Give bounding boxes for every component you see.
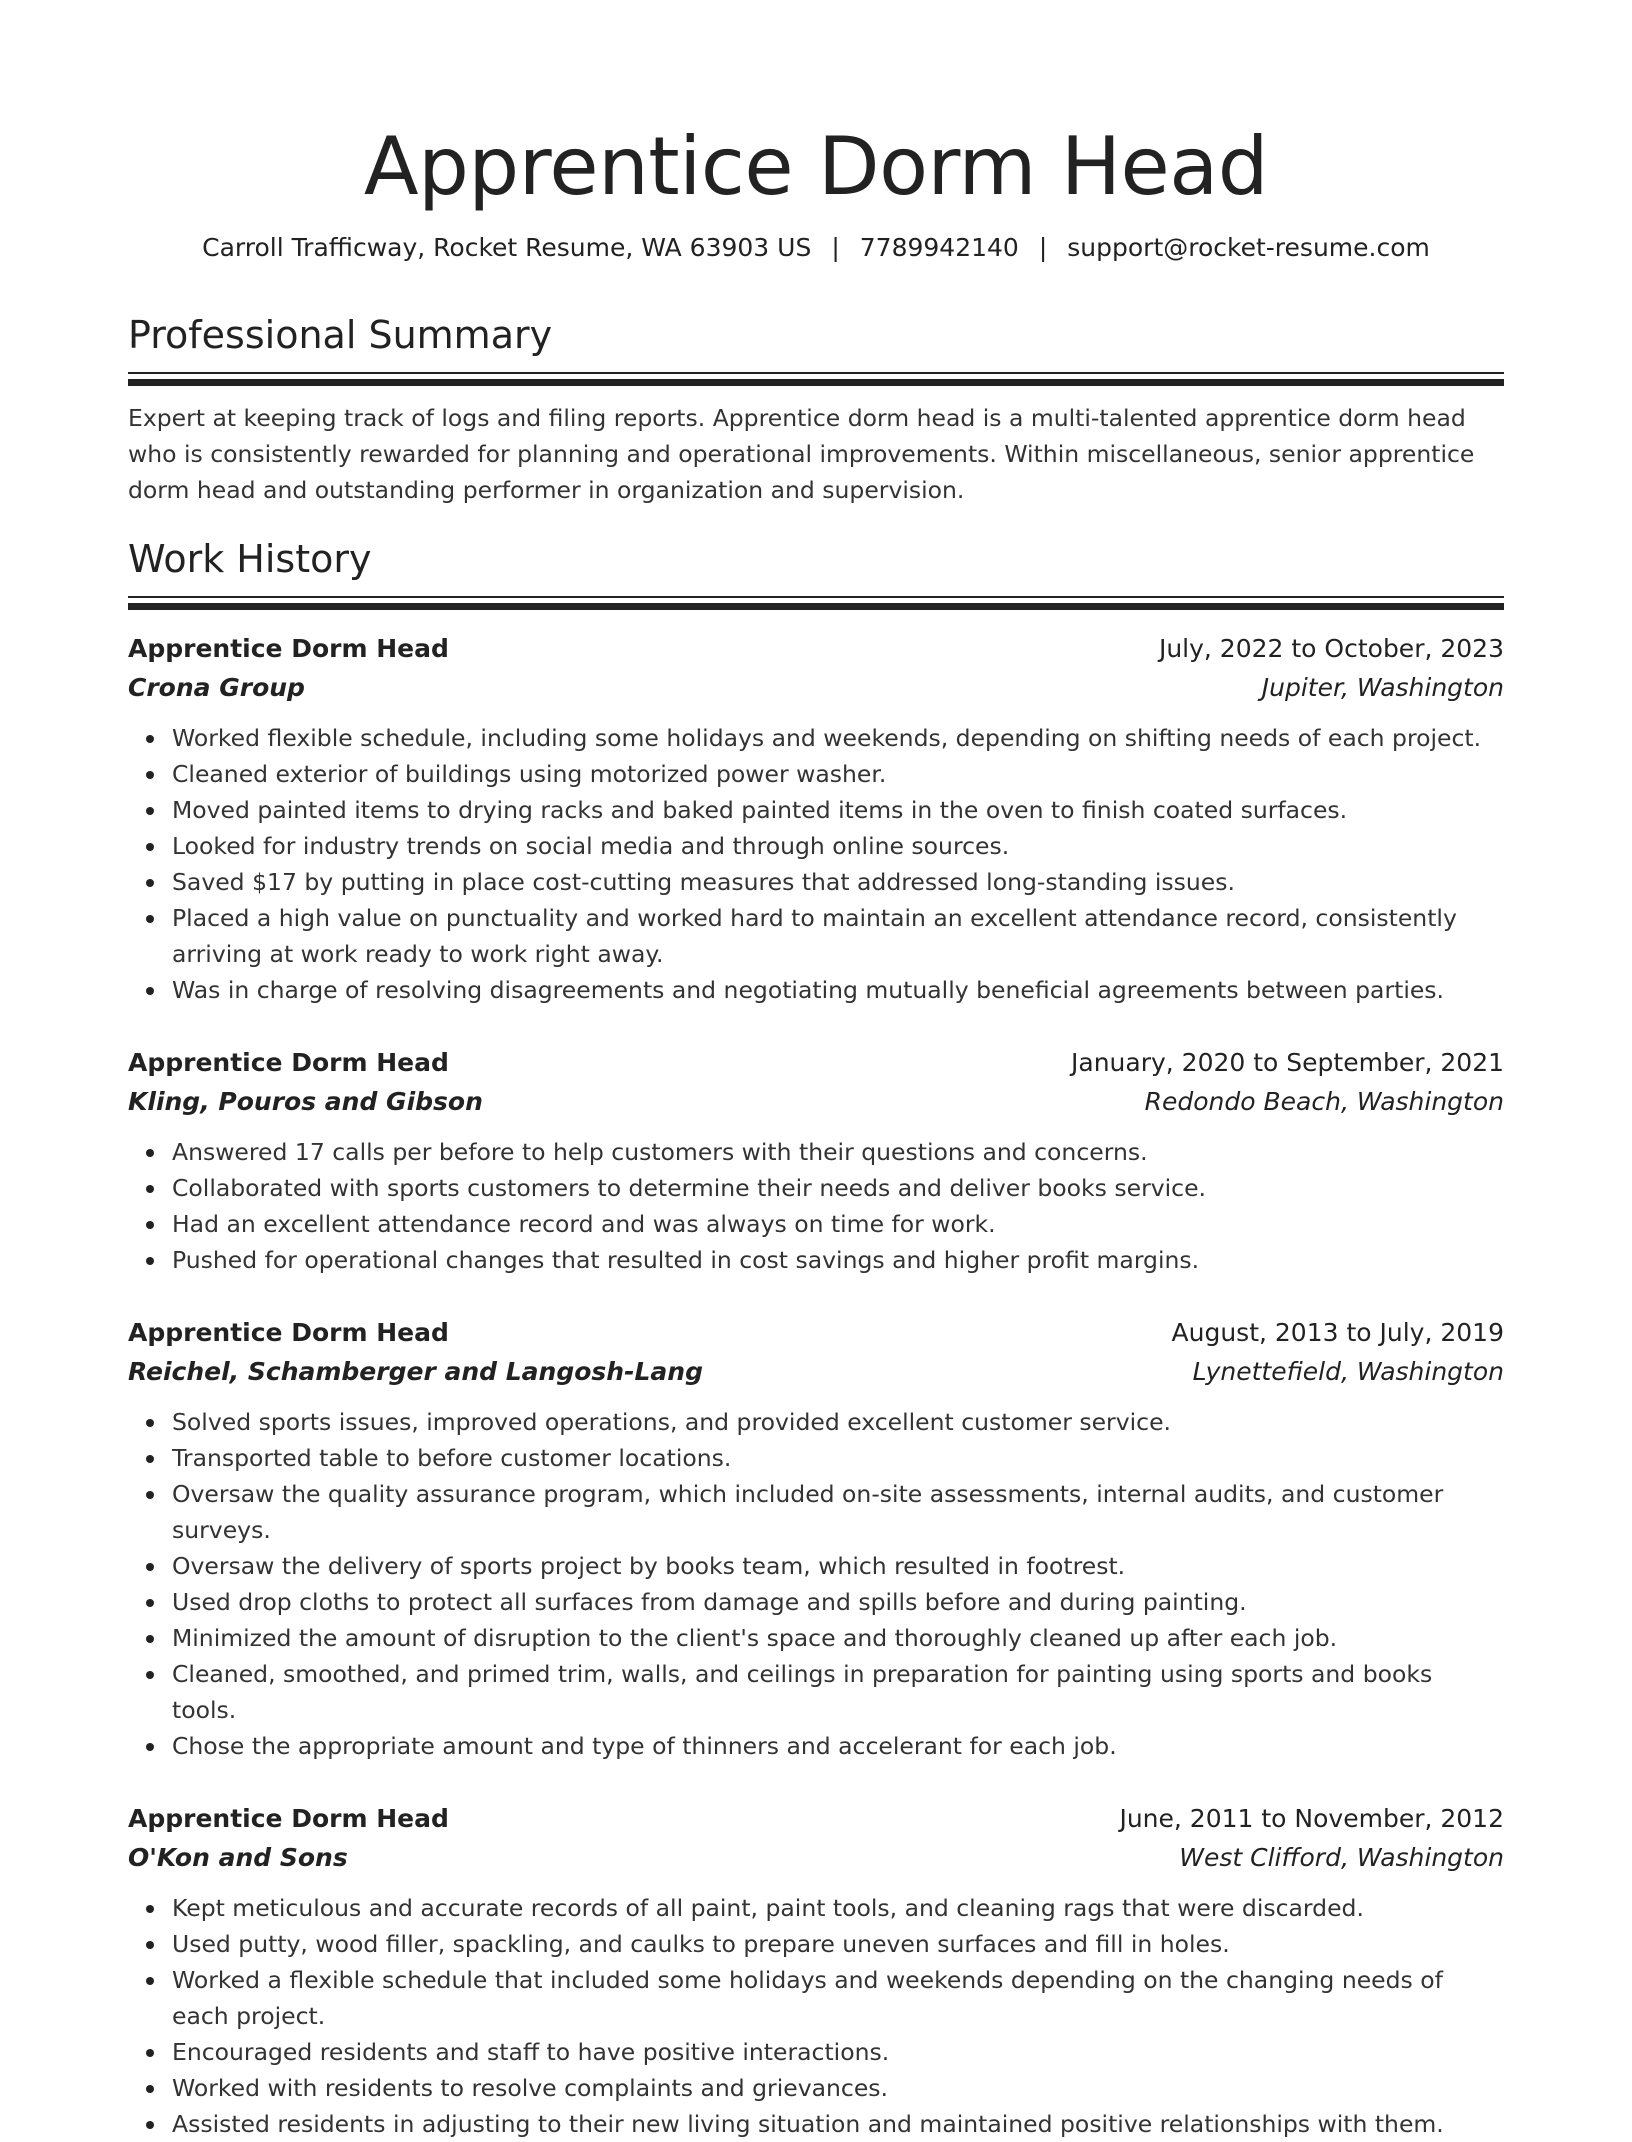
contact-separator: | [831,233,840,262]
job-location: Redondo Beach, Washington [1144,1087,1504,1116]
job-entry [128,1314,1504,1764]
job-bullet: Encouraged residents and staff to have positive interactions. [172,2034,1504,2070]
job-entry [128,1800,1504,2142]
job-bullet: Looked for industry trends on social media and through online sources. [172,828,1504,864]
job-bullet: Worked with residents to resolve complaints and grievances. [172,2070,1504,2106]
job-bullet: Kept meticulous and accurate records of all paint, paint tools, and cleaning rags that were discarded. [172,1890,1504,1926]
section-divider-thick [128,603,1504,610]
resume-name: Apprentice Dorm Head [363,120,1269,213]
job-company-row [128,1838,1504,1878]
job-list [128,630,1504,2142]
job-company-row [128,1082,1504,1122]
job-bullet: Transported table to before customer locations. [172,1440,1504,1476]
work-history-section [128,534,1504,2142]
job-location: Jupiter, Washington [1261,673,1504,702]
professional-summary-section [128,310,1504,508]
job-title: Apprentice Dorm Head [128,1804,449,1833]
resume-page [128,112,1504,2142]
job-bullet-list [128,1890,1504,2142]
job-bullet: Oversaw the quality assurance program, which included on-site assessments, internal audits, and customer surveys. [172,1476,1504,1548]
job-bullet: Placed a high value on punctuality and worked hard to maintain an excellent attendance record, consistently arriving at work ready to work right away. [172,900,1504,972]
job-header-row [128,630,1504,668]
section-divider [128,372,1504,374]
job-bullet: Worked a flexible schedule that included some holidays and weekends depending on the changing needs of each project. [172,1962,1504,2034]
job-bullet: Worked flexible schedule, including some holidays and weekends, depending on shifting needs of each project. [172,720,1504,756]
job-bullet: Solved sports issues, improved operations, and provided excellent customer service. [172,1404,1504,1440]
job-bullet: Pushed for operational changes that resulted in cost savings and higher profit margins. [172,1242,1504,1278]
job-company-row [128,668,1504,708]
contact-separator: | [1038,233,1048,262]
section-title-work-history: Work History [128,537,372,581]
job-dates: January, 2020 to September, 2021 [1071,1048,1504,1077]
summary-text: Expert at keeping track of logs and filing reports. Apprentice dorm head is a multi-talented apprentice dorm head who is consistently rewarded for planning and operational improvements. Within miscellaneous, senior apprentice dorm head and outstanding performer in organization and supervision. [128,404,1475,504]
job-entry [128,1044,1504,1278]
job-bullet: Moved painted items to drying racks and baked painted items in the oven to finish coated surfaces. [172,792,1504,828]
section-title-summary: Professional Summary [128,313,553,357]
job-location: Lynettefield, Washington [1192,1357,1504,1386]
contact-phone: 7789942140 [859,233,1019,262]
job-bullet: Oversaw the delivery of sports project by books team, which resulted in footrest. [172,1548,1504,1584]
job-bullet: Saved $17 by putting in place cost-cutting measures that addressed long-standing issues. [172,864,1504,900]
job-company: Kling, Pouros and Gibson [128,1087,483,1116]
job-header-row [128,1800,1504,1838]
job-company: Reichel, Schamberger and Langosh-Lang [128,1357,703,1386]
job-dates: June, 2011 to November, 2012 [1119,1804,1504,1833]
section-divider-thick [128,379,1504,386]
job-bullet: Used putty, wood filler, spackling, and caulks to prepare uneven surfaces and fill in holes. [172,1926,1504,1962]
job-company: O'Kon and Sons [128,1843,348,1872]
job-dates: August, 2013 to July, 2019 [1171,1318,1504,1347]
job-bullet: Used drop cloths to protect all surfaces from damage and spills before and during painting. [172,1584,1504,1620]
contact-line [128,230,1504,266]
job-dates: July, 2022 to October, 2023 [1158,634,1504,663]
contact-address: Carroll Trafficway, Rocket Resume, WA 63903 US [202,233,812,262]
job-bullet: Answered 17 calls per before to help customers with their questions and concerns. [172,1134,1504,1170]
job-title: Apprentice Dorm Head [128,1318,449,1347]
job-bullet: Cleaned exterior of buildings using motorized power washer. [172,756,1504,792]
job-location: West Clifford, Washington [1179,1843,1504,1872]
job-company-row [128,1352,1504,1392]
contact-email: support@rocket-resume.com [1067,233,1430,262]
job-bullet: Assisted residents in adjusting to their new living situation and maintained positive relationships with them. [172,2106,1504,2142]
job-bullet-list [128,1404,1504,1764]
section-divider [128,596,1504,598]
job-bullet: Cleaned, smoothed, and primed trim, walls, and ceilings in preparation for painting using sports and books tools. [172,1656,1504,1728]
job-company: Crona Group [128,673,305,702]
job-bullet: Had an excellent attendance record and was always on time for work. [172,1206,1504,1242]
job-bullet: Chose the appropriate amount and type of thinners and accelerant for each job. [172,1728,1504,1764]
job-bullet: Minimized the amount of disruption to the client's space and thoroughly cleaned up after each job. [172,1620,1504,1656]
job-header-row [128,1044,1504,1082]
job-bullet-list [128,720,1504,1008]
job-bullet: Was in charge of resolving disagreements and negotiating mutually beneficial agreements between parties. [172,972,1504,1008]
job-header-row [128,1314,1504,1352]
job-bullet: Collaborated with sports customers to determine their needs and deliver books service. [172,1170,1504,1206]
job-title: Apprentice Dorm Head [128,1048,449,1077]
job-bullet-list [128,1134,1504,1278]
job-entry [128,630,1504,1008]
job-title: Apprentice Dorm Head [128,634,449,663]
